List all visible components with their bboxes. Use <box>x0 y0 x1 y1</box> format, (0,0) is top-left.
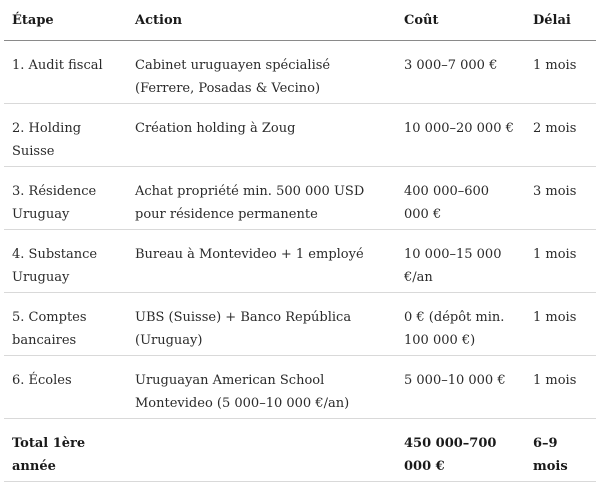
total-delai: 6–9 mois <box>525 419 596 482</box>
cell-delai: 1 mois <box>525 293 596 356</box>
cell-etape: 2. Holding Suisse <box>4 104 127 167</box>
cell-action: Cabinet uruguayen spécialisé (Ferrere, Posadas & Vecino) <box>127 41 396 104</box>
table-header-row <box>4 0 596 41</box>
cell-cout: 0 € (dépôt min. 100 000 €) <box>396 293 525 356</box>
header-delai: Délai <box>525 0 596 41</box>
total-label: Total 1ère année <box>4 419 127 482</box>
table-row <box>4 167 596 230</box>
table-row <box>4 104 596 167</box>
table-row <box>4 356 596 419</box>
plan-table <box>4 0 596 482</box>
cell-cout: 400 000–600 000 € <box>396 167 525 230</box>
cell-delai: 2 mois <box>525 104 596 167</box>
header-cout: Coût <box>396 0 525 41</box>
cell-action: Création holding à Zoug <box>127 104 396 167</box>
total-action <box>127 419 396 482</box>
table-row <box>4 293 596 356</box>
cell-delai: 3 mois <box>525 167 596 230</box>
total-row <box>4 419 596 482</box>
cell-action: UBS (Suisse) + Banco República (Uruguay) <box>127 293 396 356</box>
table-row <box>4 230 596 293</box>
cell-cout: 3 000–7 000 € <box>396 41 525 104</box>
header-action: Action <box>127 0 396 41</box>
cell-action: Bureau à Montevideo + 1 employé <box>127 230 396 293</box>
cell-etape: 6. Écoles <box>4 356 127 419</box>
cell-action: Achat propriété min. 500 000 USD pour résidence permanente <box>127 167 396 230</box>
cell-etape: 1. Audit fiscal <box>4 41 127 104</box>
cell-delai: 1 mois <box>525 41 596 104</box>
cell-delai: 1 mois <box>525 230 596 293</box>
cell-delai: 1 mois <box>525 356 596 419</box>
cell-cout: 10 000–15 000 €/an <box>396 230 525 293</box>
table-row <box>4 41 596 104</box>
cell-etape: 5. Comptes bancaires <box>4 293 127 356</box>
header-etape: Étape <box>4 0 127 41</box>
cell-action: Uruguayan American School Montevideo (5 000–10 000 €/an) <box>127 356 396 419</box>
cell-cout: 5 000–10 000 € <box>396 356 525 419</box>
total-cout: 450 000–700 000 € <box>396 419 525 482</box>
cell-cout: 10 000–20 000 € <box>396 104 525 167</box>
cell-etape: 4. Substance Uruguay <box>4 230 127 293</box>
cell-etape: 3. Résidence Uruguay <box>4 167 127 230</box>
